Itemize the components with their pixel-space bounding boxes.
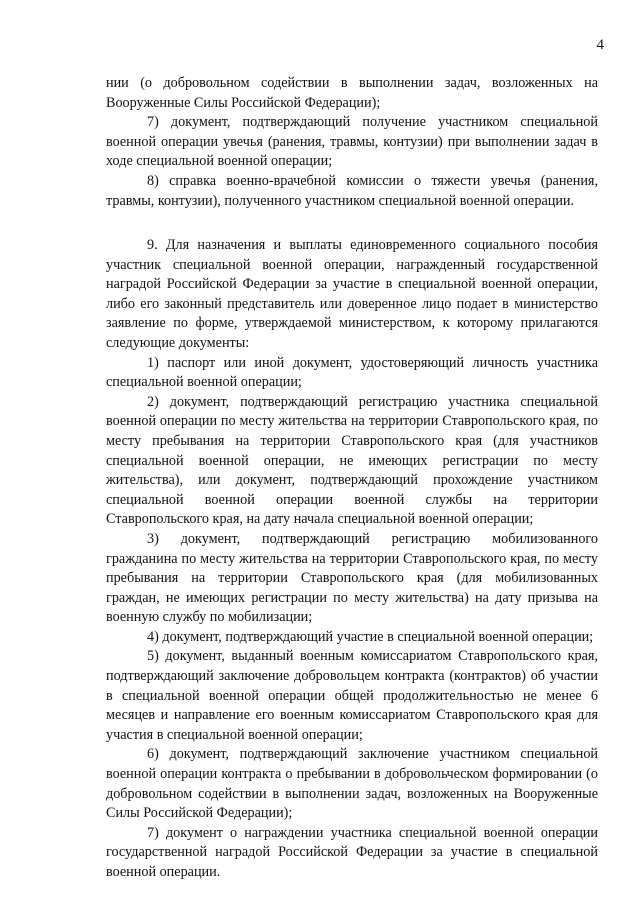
page-number: 4 bbox=[596, 37, 604, 53]
text-block-continuation bbox=[106, 74, 598, 211]
paragraph-continuation: нии (о добровольном содействии в выполнении задач, возложенных на Вооруженные Силы Российской Федерации); bbox=[106, 75, 598, 111]
paragraph-item-3: 3) документ, подтверждающий регистрацию мобилизованного гражданина по месту жительства на территории Ставропольского края, по месту пребывания на территории Ставропольского края (для мобилизованных граждан, не имеющих регистрации по месту жительства) на дату призыва на военную службу по мобилизации; bbox=[106, 530, 598, 626]
paragraph-item-5: 5) документ, выданный военным комиссариатом Ставропольского края, подтверждающий заключение добровольцем контракта (контрактов) об участии в специальной военной операции общей продолжительностью не менее 6 месяцев и направление его военным комиссариатом Ставропольского края для участия в специальной военной операции; bbox=[106, 648, 598, 743]
paragraph-item-7: 7) документ, подтверждающий получение участником специальной военной операции увечья (ранения, травмы, контузии) при выполнении задач в ходе специальной военной операции; bbox=[106, 114, 598, 170]
paragraph-item-2: 2) документ, подтверждающий регистрацию участника специальной военной операции по месту жительства на территории Ставропольского края, по месту пребывания на территории Ставропольского края (для участников специальной военной операции, не имеющих регистрации по месту жительства), или документ, подтверждающий прохождение участником специальной военной операции военной службы на территории Ставропольского края, на дату начала специальной военной операции; bbox=[106, 393, 598, 528]
paragraph-item-7-award: 7) документ о награждении участника специальной военной операции государственной наградой Российской Федерации за участие в специальной военной операции. bbox=[106, 824, 598, 880]
paragraph-section-9: 9. Для назначения и выплаты единовременного социального пособия участник специальной военной операции, награжденный государственной наградой Российской Федерации за участие в специальной военной операции, либо его законный представитель или доверенное лицо подает в министерство заявление по форме, утверждаемой министерством, к которому прилагаются следующие документы: bbox=[106, 237, 598, 351]
text-block-section-9 bbox=[106, 236, 598, 883]
paragraph-item-8: 8) справка военно-врачебной комиссии о тяжести увечья (ранения, травмы, контузии), полученного участником специальной военной операции. bbox=[106, 172, 598, 209]
paragraph-item-1: 1) паспорт или иной документ, удостоверяющий личность участника специальной военной операции; bbox=[106, 354, 598, 391]
paragraph-item-6: 6) документ, подтверждающий заключение участником специальной военной операции контракта о пребывании в добровольческом формировании (о добровольном содействии в выполнении задач, возложенных на Вооруженные Силы Российской Федерации); bbox=[106, 746, 598, 822]
paragraph-item-4: 4) документ, подтверждающий участие в специальной военной операции; bbox=[147, 628, 594, 645]
